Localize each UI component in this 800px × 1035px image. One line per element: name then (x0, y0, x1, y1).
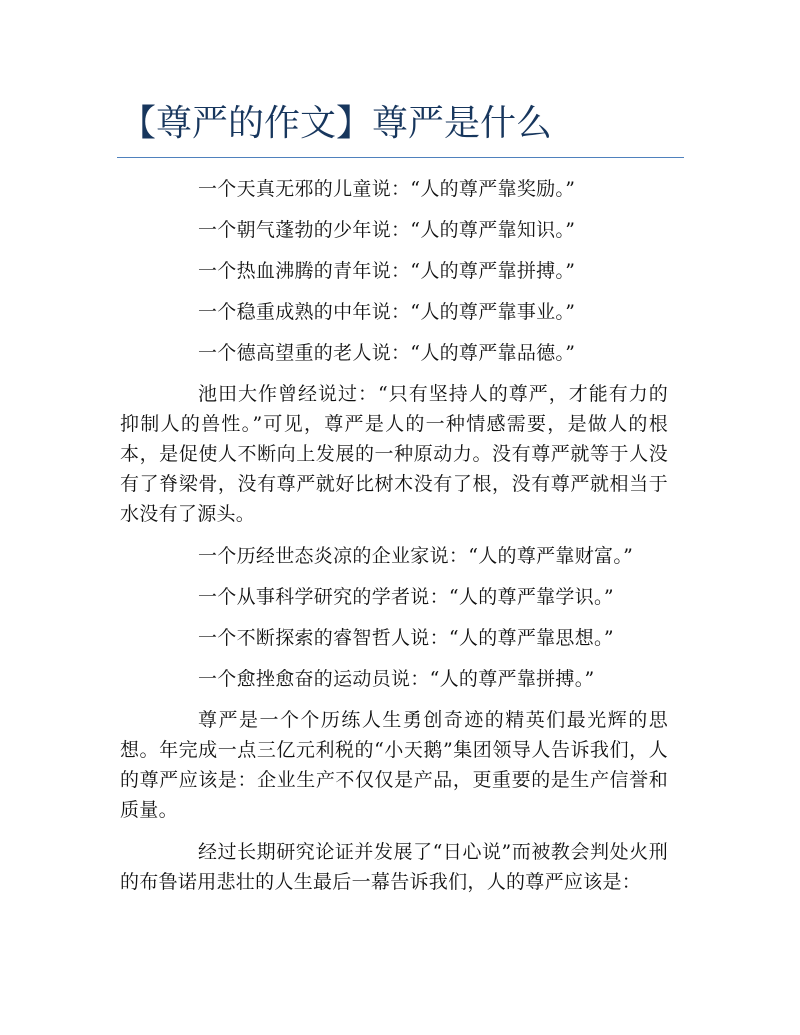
paragraph-9: 一个不断探索的睿智哲人说：“人的尊严靠思想。” (198, 627, 614, 649)
paragraph-4: 一个稳重成熟的中年说：“人的尊严靠事业。” (198, 301, 576, 323)
page-title: 【尊严的作文】尊严是什么 (120, 103, 553, 144)
paragraph-6: 池田大作曾经说过：“只有坚持人的尊严，才能有力的抑制人的兽性。”可见，尊严是人的一种情感需要，是做人的根本，是促使人不断向上发展的一种原动力。没有尊严就等于人没有了脊梁骨，没有尊严就好比树木没有了根，没有尊严就相当于水没有了源头。 (120, 383, 668, 525)
paragraph-2: 一个朝气蓬勃的少年说：“人的尊严靠知识。” (198, 219, 576, 241)
paragraph-8: 一个从事科学研究的学者说：“人的尊严靠学识。” (198, 586, 614, 608)
title-underline (117, 157, 684, 158)
paragraph-1: 一个天真无邪的儿童说：“人的尊严靠奖励。” (198, 178, 576, 200)
paragraph-11: 尊严是一个个历练人生勇创奇迹的精英们最光辉的思想。年完成一点三亿元利税的“小天鹅”集团领导人告诉我们，人的尊严应该是：企业生产不仅仅是产品，更重要的是生产信誉和质量。 (120, 709, 668, 821)
paragraph-10: 一个愈挫愈奋的运动员说：“人的尊严靠拼搏。” (198, 668, 595, 690)
paragraph-7: 一个历经世态炎凉的企业家说：“人的尊严靠财富。” (198, 545, 634, 567)
document-body (120, 174, 668, 909)
paragraph-5: 一个德高望重的老人说：“人的尊严靠品德。” (198, 342, 576, 364)
paragraph-3: 一个热血沸腾的青年说：“人的尊严靠拼搏。” (198, 260, 576, 282)
paragraph-12: 经过长期研究论证并发展了“日心说”而被教会判处火刑的布鲁诺用悲壮的人生最后一幕告诉我们，人的尊严应该是： (120, 841, 668, 893)
